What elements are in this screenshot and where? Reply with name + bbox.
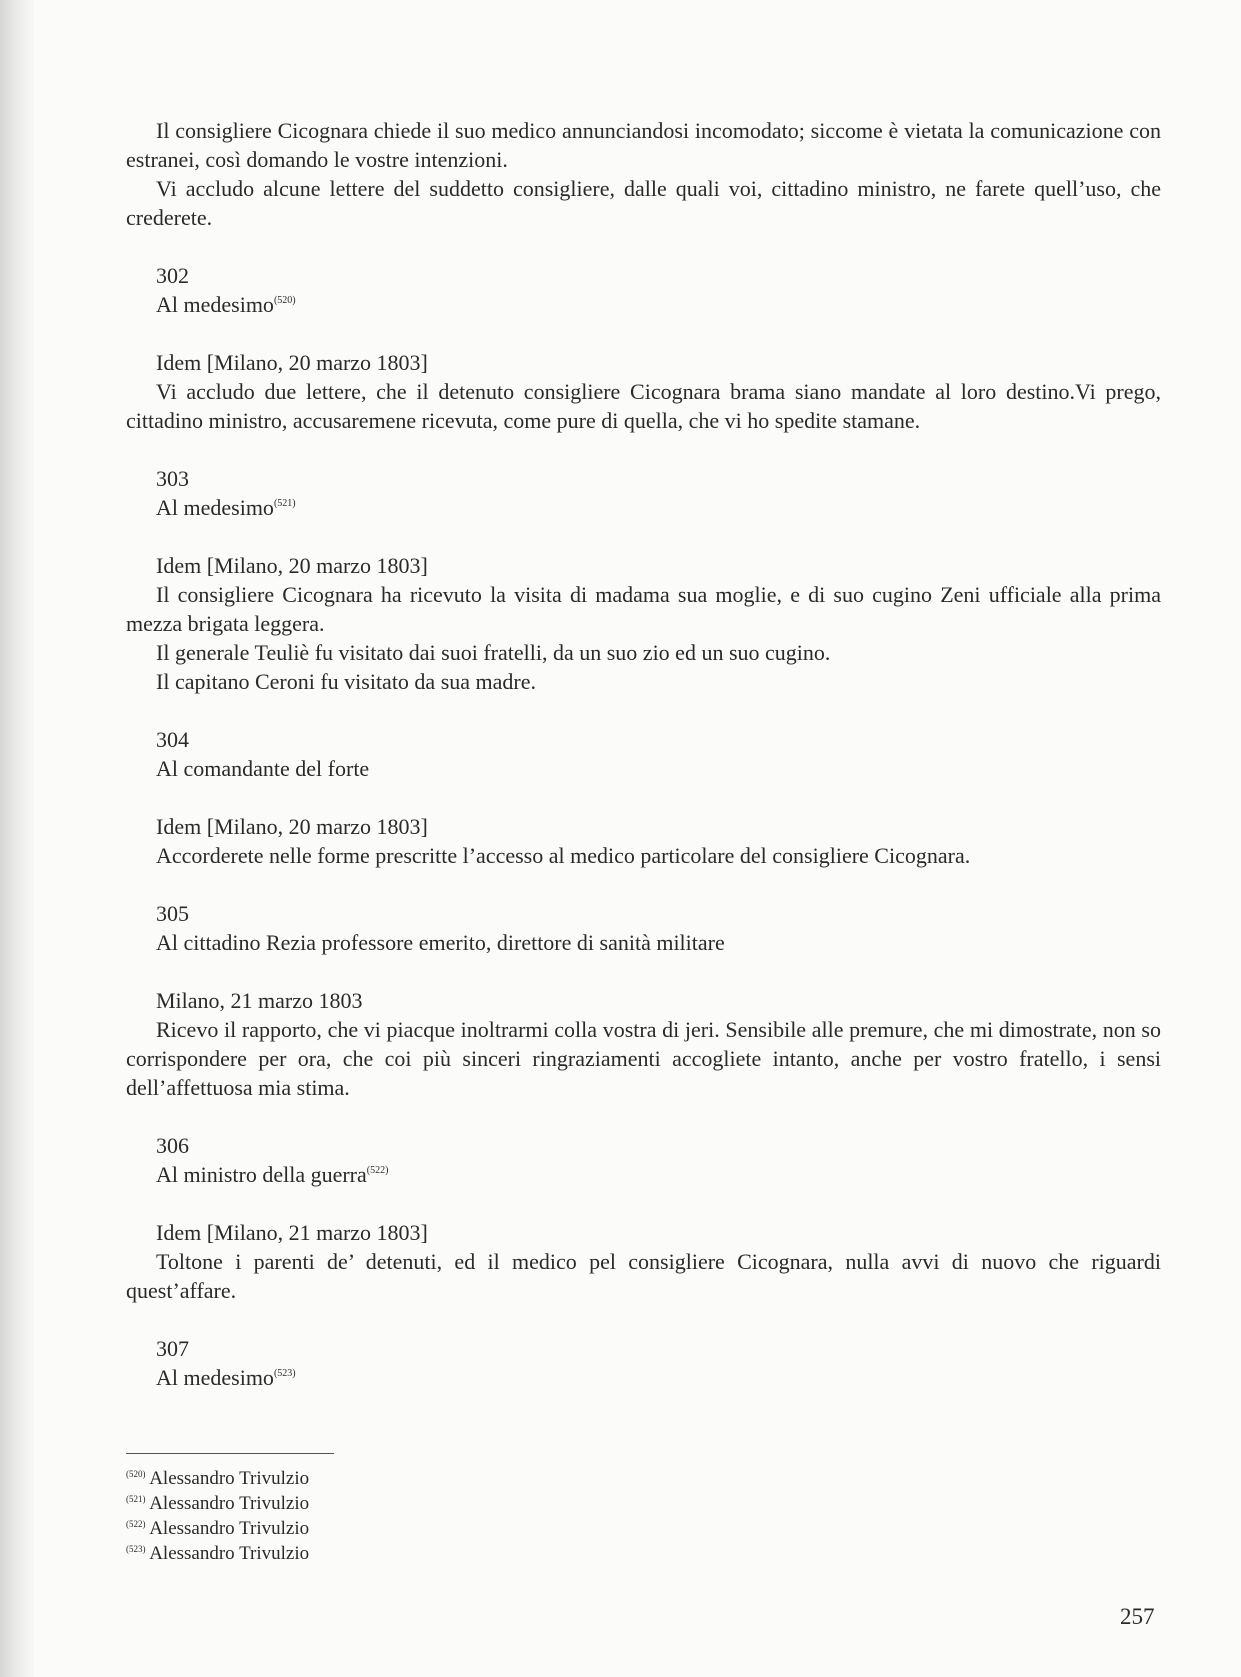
letter-recipient: Al medesimo$^{(520)}$ [156,292,296,317]
letter-recipient: Al ministro della guerra$^{(522)}$ [156,1162,389,1187]
footnote-ref: (523) [273,1368,296,1379]
page-number: 257 [1120,1604,1155,1629]
letter-number: 302 [156,263,189,288]
letter-recipient: Al medesimo$^{(523)}$ [156,1365,296,1390]
footnote-ref: (521) [273,498,296,509]
footnote-ref: (520) [273,295,296,306]
footnote-520: $^{(520)}$ Alessandro Trivulzio [126,1468,310,1489]
letter-body: Ricevo il rapporto, che vi piacque inoltrarmi colla vostra di jeri. Sensibile alle premure, che mi dimostrate, non so corrispondere per ora, che coi più sinceri ringraziamenti accogliete intanto, anche per vostro fratello, i sensi dell’affettuosa mia stima. [126,1017,1161,1100]
letter-date: Idem [Milano, 20 marzo 1803] [156,350,428,375]
page-body [126,116,1161,1392]
footnotes [126,1466,726,1566]
letter-number: 304 [156,727,189,752]
letter-306 [126,1131,1161,1189]
letter-number: 305 [156,901,189,926]
letter-body: Il capitano Ceroni fu visitato da sua madre. [156,669,536,694]
letter-number: 306 [156,1133,189,1158]
letter-303 [126,464,1161,522]
letter-body: Toltone i parenti de’ detenuti, ed il medico pel consigliere Cicognara, nulla avvi di nuovo che riguardi quest’affare. [126,1249,1161,1303]
letter-body: Vi accludo due lettere, che il detenuto consigliere Cicognara brama siano mandate al loro destino.Vi prego, cittadino ministro, accusaremene ricevuta, come pure di quella, che vi ho spedite stamane. [126,379,1161,433]
footnote-523: $^{(523)}$ Alessandro Trivulzio [126,1543,310,1564]
letter-recipient: Al medesimo$^{(521)}$ [156,495,296,520]
letter-304 [126,725,1161,783]
letter-305 [126,899,1161,957]
intro-paragraph-1: Il consigliere Cicognara chiede il suo medico annunciandosi incomodato; siccome è vietata la comunicazione con estranei, così domando le vostre intenzioni. [126,118,1161,172]
letter-recipient: Al comandante del forte [156,756,370,781]
letter-304-content [126,812,1161,870]
letter-302 [126,261,1161,319]
letter-306-content [126,1218,1161,1305]
letter-date: Idem [Milano, 21 marzo 1803] [156,1220,428,1245]
letter-number: 303 [156,466,189,491]
letter-date: Idem [Milano, 20 marzo 1803] [156,553,428,578]
letter-date: Milano, 21 marzo 1803 [156,988,363,1013]
footnote-522: $^{(522)}$ Alessandro Trivulzio [126,1518,310,1539]
letter-recipient: Al cittadino Rezia professore emerito, direttore di sanità militare [156,930,725,955]
footnote-521: $^{(521)}$ Alessandro Trivulzio [126,1493,310,1514]
letter-date: Idem [Milano, 20 marzo 1803] [156,814,428,839]
letter-body: Il generale Teuliè fu visitato dai suoi fratelli, da un suo zio ed un suo cugino. [156,640,831,665]
letter-303-content [126,551,1161,696]
letter-302-content [126,348,1161,435]
letter-307 [126,1334,1161,1392]
footnote-ref: (522) [366,1165,389,1176]
binding-gutter [0,0,34,1677]
letter-number: 307 [156,1336,189,1361]
letter-body: Il consigliere Cicognara ha ricevuto la visita di madama sua moglie, e di suo cugino Zeni ufficiale alla prima mezza brigata leggera. [126,582,1161,636]
letter-305-content [126,986,1161,1102]
intro-paragraph-2: Vi accludo alcune lettere del suddetto consigliere, dalle quali voi, cittadino ministro, ne farete quell’uso, che crederete. [126,176,1161,230]
footnote-divider [126,1453,334,1454]
letter-body: Accorderete nelle forme prescritte l’accesso al medico particolare del consigliere Cicognara. [156,843,971,868]
